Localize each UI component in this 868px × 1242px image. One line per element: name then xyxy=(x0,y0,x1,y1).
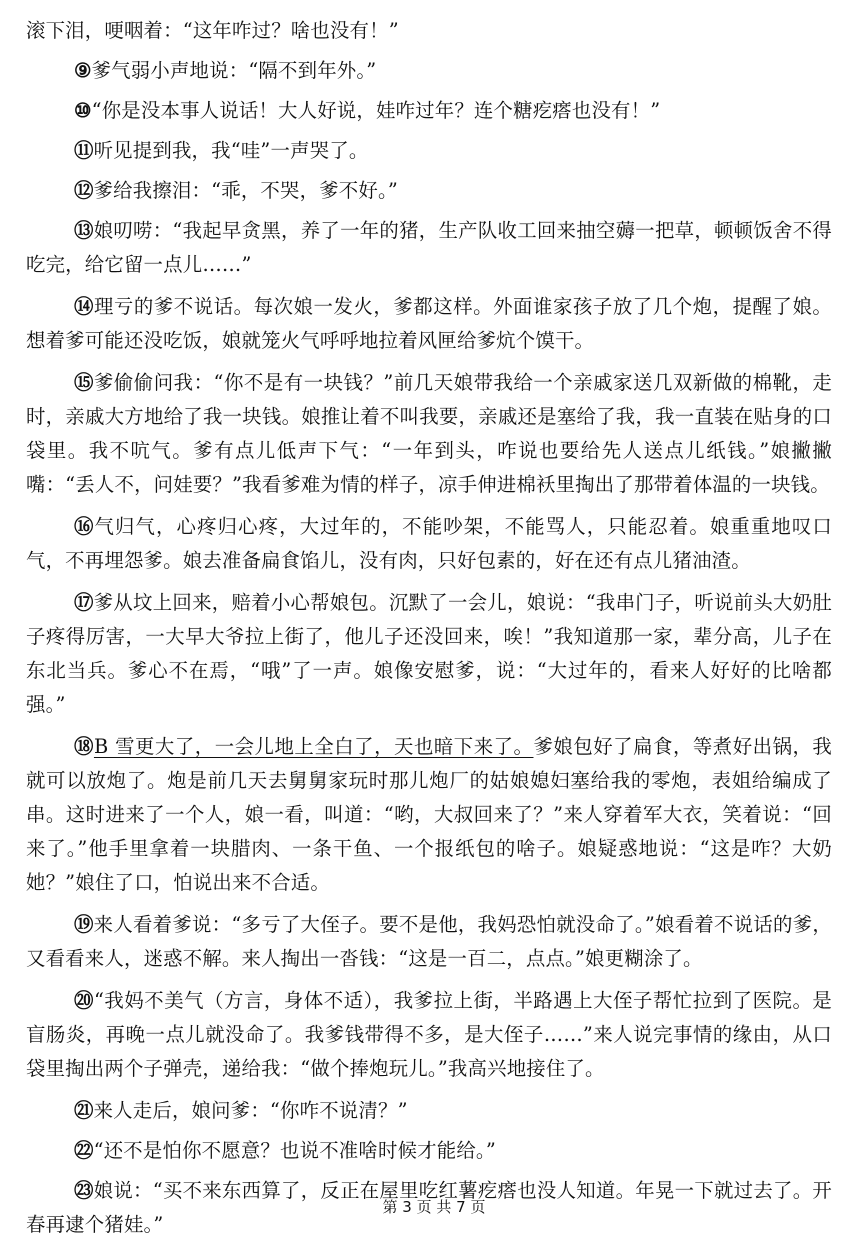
paragraph-number: ㉑ xyxy=(74,1099,94,1122)
paragraph-9: ⑨爹气弱小声地说：“隔不到年外。” xyxy=(74,59,377,82)
paragraph-14: ⑭理亏的爹不说话。每次娘一发火，爹都这样。外面谁家孩子放了几个炮，提醒了娘。想着爹可能还没吃饭，娘就笼火气呼呼地拉着风匣给爹炕个馍干。 xyxy=(26,295,833,352)
paragraph-22: ㉒“还不是怕你不愿意？也说不准啥时候才能给。” xyxy=(74,1139,496,1162)
paragraph-number: ㉒ xyxy=(74,1139,94,1162)
paragraph-continuation: 滚下泪，哽咽着：“这年咋过？啥也没有！” xyxy=(26,19,399,42)
paragraph-number: ⑩ xyxy=(74,99,92,122)
paragraph-19: ⑲来人看着爹说：“多亏了大侄子。要不是他，我妈恐怕就没命了。”娘看着不说话的爹，又看看来人，迷惑不解。来人掏出一沓钱：“这是一百二，点点。”娘更糊涂了。 xyxy=(26,913,832,970)
paragraph-number: ⑨ xyxy=(74,59,92,82)
paragraph-number: ⑮ xyxy=(74,371,94,394)
paragraph-number: ⑰ xyxy=(74,591,94,614)
paragraph-11: ⑪听见提到我，我“哇”一声哭了。 xyxy=(74,139,369,162)
paragraph-number: ⑪ xyxy=(74,139,94,162)
underlined-sentence-b: B 雪更大了，一会儿地上全白了，天也暗下来了。 xyxy=(93,735,534,758)
paragraph-13: ⑬娘叨唠：“我起早贪黑，养了一年的猪，生产队收工回来抽空薅一把草，顿顿饭舍不得吃完，给它留一点儿……” xyxy=(26,219,832,276)
paragraph-21: ㉑来人走后，娘问爹：“你咋不说清？” xyxy=(74,1099,408,1122)
paragraph-18: ⑱B 雪更大了，一会儿地上全白了，天也暗下来了。爹娘包好了扁食，等煮好出锅，我就可以放炮了。炮是前几天去舅舅家玩时那儿炮厂的姑娘媳妇塞给我的零炮，表姐给编成了串。这时进来了一个人，娘一看，叫道：“哟，大叔回来了？”来人穿着军大衣，笑着说：“回来了。”他手里拿着一块腊肉、一条干鱼、一个报纸包的啥子。娘疑惑地说：“这是咋？大奶她？”娘住了口，怕说出来不合适。 xyxy=(26,735,833,894)
paragraph-number: ⑯ xyxy=(74,515,95,538)
paragraph-number: ⑱ xyxy=(74,735,94,758)
paragraph-23: ㉓娘说：“买不来东西算了，反正在屋里吃红薯疙瘩也没人知道。年晃一下就过去了。开春再逮个猪娃。” xyxy=(26,1179,832,1236)
paragraph-17: ⑰爹从坟上回来，赔着小心帮娘包。沉默了一会儿，娘说：“我串门子，听说前头大奶肚子疼得厉害，一大早大爷拉上街了，他儿子还没回来，唉！”我知道那一家，辈分高，儿子在东北当兵。爹心不在焉，“哦”了一声。娘像安慰爹，说：“大过年的，看来人好好的比啥都强。” xyxy=(26,591,832,716)
paragraph-number: ⑫ xyxy=(74,179,94,202)
paragraph-number: ⑭ xyxy=(74,295,94,318)
paragraph-12: ⑫爹给我擦泪：“乖，不哭，爹不好。” xyxy=(74,179,398,202)
paragraph-16: ⑯气归气，心疼归心疼，大过年的，不能吵架，不能骂人，只能忍着。娘重重地叹口气，不再埋怨爹。娘去准备扁食馅儿，没有肉，只好包素的，好在还有点儿猪油渣。 xyxy=(26,515,832,572)
page-footer: 第 3 页 共 7 页 xyxy=(382,1198,486,1216)
paragraph-number: ⑲ xyxy=(74,913,94,936)
paragraph-20: ⑳“我妈不美气（方言，身体不适），我爹拉上街，半路遇上大侄子帮忙拉到了医院。是盲肠炎，再晚一点儿就没命了。我爹钱带得不多，是大侄子……”来人说完事情的缘由，从口袋里掏出两个子弹壳，递给我：“做个捧炮玩儿。”我高兴地接住了。 xyxy=(26,989,832,1080)
paragraph-15: ⑮爹偷偷问我：“你不是有一块钱？”前几天娘带我给一个亲戚家送几双新做的棉靴，走时，亲戚大方地给了我一块钱。娘推让着不叫我要，亲戚还是塞给了我，我一直装在贴身的口袋里。我不吭气。爹有点儿低声下气：“一年到头，咋说也要给先人送点儿纸钱。”娘撇撇嘴：“丢人不，问娃要？”我看爹难为情的样子，凉手伸进棉袄里掏出了那带着体温的一块钱。 xyxy=(26,371,832,496)
paragraph-number: ⑬ xyxy=(74,219,94,242)
paragraph-number: ⑳ xyxy=(74,989,94,1012)
article-body xyxy=(26,14,832,1242)
paragraph-number: ㉓ xyxy=(74,1179,94,1202)
paragraph-10: ⑩“你是没本事人说话！大人好说，娃咋过年？连个糖疙瘩也没有！” xyxy=(74,99,661,122)
